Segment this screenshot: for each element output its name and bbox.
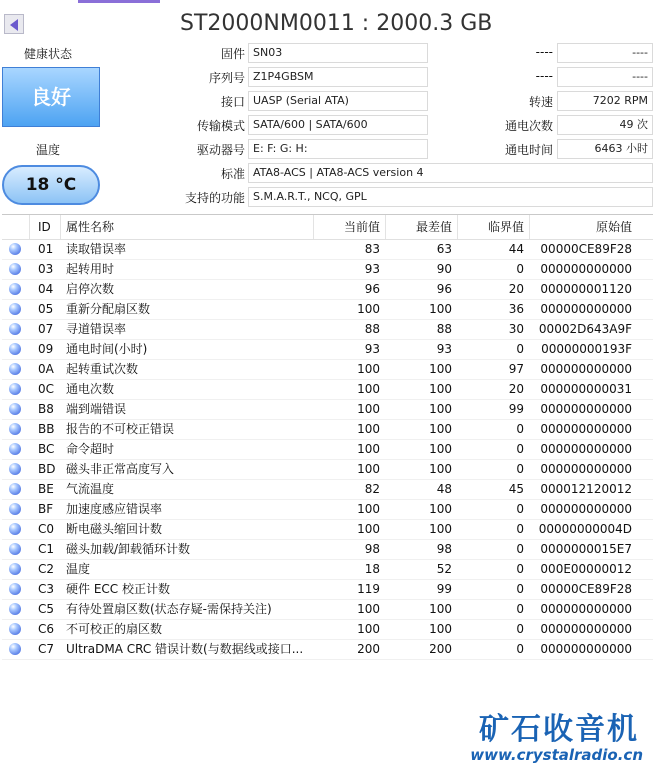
cell-id: BD xyxy=(38,462,56,476)
column-header-name[interactable]: 属性名称 xyxy=(66,220,115,234)
cell-threshold: 0 xyxy=(516,522,524,536)
cell-attribute-name: 启停次数 xyxy=(66,282,115,296)
cell-attribute-name: 报告的不可校正错误 xyxy=(66,422,175,436)
cell-current: 100 xyxy=(357,362,380,376)
cell-threshold: 0 xyxy=(516,462,524,476)
cell-attribute-name: 端到端错误 xyxy=(66,402,127,416)
cell-worst: 100 xyxy=(429,302,452,316)
unknown-label-2: ---- xyxy=(535,69,553,83)
cell-worst: 100 xyxy=(429,382,452,396)
cell-raw: 000000000000 xyxy=(540,442,632,456)
cell-current: 100 xyxy=(357,382,380,396)
cell-current: 100 xyxy=(357,302,380,316)
status-dot-icon xyxy=(9,603,21,615)
unknown-value-2: ---- xyxy=(557,67,653,87)
cell-current: 82 xyxy=(364,482,380,496)
cell-id: C7 xyxy=(38,642,55,656)
cell-current: 100 xyxy=(357,422,380,436)
status-dot-icon xyxy=(9,623,21,635)
cell-attribute-name: 硬件 ECC 校正计数 xyxy=(66,582,170,596)
cell-worst: 63 xyxy=(436,242,452,256)
cell-worst: 99 xyxy=(436,582,452,596)
cell-raw: 000000000000 xyxy=(540,462,632,476)
cell-current: 200 xyxy=(357,642,380,656)
cell-worst: 48 xyxy=(436,482,452,496)
cell-id: 0C xyxy=(38,382,55,396)
cell-worst: 100 xyxy=(429,602,452,616)
table-row[interactable] xyxy=(2,600,653,620)
cell-id: BB xyxy=(38,422,55,436)
cell-raw: 000000000000 xyxy=(540,642,632,656)
cell-current: 83 xyxy=(364,242,380,256)
cell-attribute-name: UltraDMA CRC 错误计数(与数据线或接口... xyxy=(66,642,304,656)
cell-raw: 000000001120 xyxy=(540,282,632,296)
table-row[interactable] xyxy=(2,520,653,540)
column-header-id[interactable]: ID xyxy=(38,220,51,234)
table-body xyxy=(2,240,653,660)
status-dot-icon xyxy=(9,583,21,595)
power-on-hours-label: 通电时间 xyxy=(504,143,553,157)
status-dot-icon xyxy=(9,543,21,555)
cell-attribute-name: 起转重试次数 xyxy=(66,362,139,376)
cell-raw: 000000000000 xyxy=(540,622,632,636)
cell-threshold: 0 xyxy=(516,602,524,616)
cell-worst: 100 xyxy=(429,402,452,416)
cell-current: 88 xyxy=(364,322,380,336)
cell-id: 05 xyxy=(38,302,54,316)
drive-letter-value: E: F: G: H: xyxy=(248,139,428,159)
temperature-label: 温度 xyxy=(36,143,61,157)
cell-raw: 000012120012 xyxy=(540,482,632,496)
power-on-count-value: 49 次 xyxy=(557,115,653,135)
active-tab-indicator xyxy=(78,0,160,3)
cell-id: C3 xyxy=(38,582,55,596)
watermark-site-name: 矿石收音机 xyxy=(479,712,639,747)
cell-id: 07 xyxy=(38,322,54,336)
drive-letter-label: 驱动器号 xyxy=(196,143,245,157)
cell-id: 04 xyxy=(38,282,54,296)
cell-attribute-name: 命令超时 xyxy=(66,442,115,456)
unknown-value-1: ---- xyxy=(557,43,653,63)
status-dot-icon xyxy=(9,383,21,395)
cell-attribute-name: 磁头加载/卸载循环计数 xyxy=(66,542,191,556)
cell-worst: 90 xyxy=(436,262,452,276)
unknown-label-1: ---- xyxy=(535,45,553,59)
cell-threshold: 45 xyxy=(508,482,524,496)
cell-id: 01 xyxy=(38,242,54,256)
cell-id: BF xyxy=(38,502,54,516)
column-header-worst[interactable]: 最差值 xyxy=(415,220,452,234)
table-row[interactable] xyxy=(2,620,653,640)
serial-value: Z1P4GBSM xyxy=(248,67,428,87)
features-label: 支持的功能 xyxy=(184,191,245,205)
cell-raw: 00000CE89F28 xyxy=(540,242,632,256)
cell-attribute-name: 起转用时 xyxy=(66,262,115,276)
cell-id: C2 xyxy=(38,562,55,576)
cell-worst: 98 xyxy=(436,542,452,556)
cell-attribute-name: 加速度感应错误率 xyxy=(66,502,163,516)
cell-raw: 000000000000 xyxy=(540,362,632,376)
cell-id: C1 xyxy=(38,542,55,556)
disk-title: ST2000NM0011 : 2000.3 GB xyxy=(180,11,493,36)
cell-attribute-name: 通电次数 xyxy=(66,382,115,396)
cell-current: 100 xyxy=(357,442,380,456)
cell-raw: 000000000000 xyxy=(540,602,632,616)
status-dot-icon xyxy=(9,323,21,335)
cell-threshold: 36 xyxy=(508,302,524,316)
table-row[interactable] xyxy=(2,500,653,520)
standard-label: 标准 xyxy=(220,167,245,181)
cell-raw: 00000000193F xyxy=(541,342,632,356)
cell-attribute-name: 寻道错误率 xyxy=(66,322,127,336)
table-row[interactable] xyxy=(2,580,653,600)
firmware-label: 固件 xyxy=(220,47,245,61)
cell-id: C6 xyxy=(38,622,55,636)
standard-value: ATA8-ACS | ATA8-ACS version 4 xyxy=(248,163,653,183)
table-row[interactable] xyxy=(2,420,653,440)
cell-current: 100 xyxy=(357,502,380,516)
status-dot-icon xyxy=(9,503,21,515)
smart-attributes-table xyxy=(2,214,653,660)
cell-attribute-name: 重新分配扇区数 xyxy=(66,302,151,316)
status-dot-icon xyxy=(9,643,21,655)
status-dot-icon xyxy=(9,243,21,255)
cell-threshold: 0 xyxy=(516,542,524,556)
cell-current: 93 xyxy=(364,262,380,276)
table-row[interactable] xyxy=(2,540,653,560)
cell-raw: 000000000000 xyxy=(540,302,632,316)
cell-worst: 93 xyxy=(436,342,452,356)
temperature-badge[interactable]: 18 °C xyxy=(2,165,100,205)
status-dot-icon xyxy=(9,423,21,435)
cell-threshold: 20 xyxy=(508,282,524,296)
cell-current: 98 xyxy=(364,542,380,556)
table-row[interactable] xyxy=(2,280,653,300)
cell-attribute-name: 温度 xyxy=(66,562,91,576)
table-header-row xyxy=(2,215,653,240)
cell-raw: 000000000000 xyxy=(540,262,632,276)
cell-attribute-name: 通电时间(小时) xyxy=(66,342,148,356)
table-row[interactable] xyxy=(2,460,653,480)
cell-current: 100 xyxy=(357,522,380,536)
cell-current: 119 xyxy=(357,582,380,596)
cell-raw: 00002D643A9F xyxy=(538,322,632,336)
cell-raw: 000E00000012 xyxy=(540,562,632,576)
features-value: S.M.A.R.T., NCQ, GPL xyxy=(248,187,653,207)
firmware-value: SN03 xyxy=(248,43,428,63)
cell-worst: 100 xyxy=(429,462,452,476)
cell-threshold: 0 xyxy=(516,342,524,356)
cell-worst: 100 xyxy=(429,442,452,456)
cell-threshold: 44 xyxy=(508,242,524,256)
status-dot-icon xyxy=(9,563,21,575)
transfer-mode-value: SATA/600 | SATA/600 xyxy=(248,115,428,135)
cell-id: BE xyxy=(38,482,54,496)
cell-id: C0 xyxy=(38,522,55,536)
cell-attribute-name: 读取错误率 xyxy=(66,242,127,256)
table-row[interactable] xyxy=(2,380,653,400)
cell-threshold: 0 xyxy=(516,442,524,456)
column-header-current[interactable]: 当前值 xyxy=(343,220,380,234)
cell-current: 93 xyxy=(364,342,380,356)
cell-id: 09 xyxy=(38,342,54,356)
cell-worst: 88 xyxy=(436,322,452,336)
table-row[interactable] xyxy=(2,400,653,420)
cell-attribute-name: 磁头非正常高度写入 xyxy=(66,462,175,476)
cell-threshold: 0 xyxy=(516,502,524,516)
watermark-url: www.crystalradio.cn xyxy=(470,746,643,764)
cell-current: 100 xyxy=(357,622,380,636)
cell-threshold: 0 xyxy=(516,622,524,636)
cell-id: 03 xyxy=(38,262,54,276)
cell-threshold: 0 xyxy=(516,422,524,436)
rotation-rate-label: 转速 xyxy=(528,95,553,109)
cell-worst: 100 xyxy=(429,362,452,376)
table-row[interactable] xyxy=(2,320,653,340)
cell-raw: 000000000000 xyxy=(540,502,632,516)
status-dot-icon xyxy=(9,263,21,275)
cell-raw: 000000000000 xyxy=(540,402,632,416)
status-dot-icon xyxy=(9,443,21,455)
status-dot-icon xyxy=(9,403,21,415)
cell-threshold: 99 xyxy=(508,402,524,416)
rotation-rate-value: 7202 RPM xyxy=(557,91,653,111)
power-on-hours-value: 6463 小时 xyxy=(557,139,653,159)
cell-threshold: 30 xyxy=(508,322,524,336)
cell-current: 100 xyxy=(357,402,380,416)
cell-worst: 100 xyxy=(429,522,452,536)
cell-attribute-name: 不可校正的扇区数 xyxy=(66,622,163,636)
status-dot-icon xyxy=(9,523,21,535)
cell-id: B8 xyxy=(38,402,54,416)
cell-raw: 000000000000 xyxy=(540,422,632,436)
table-row[interactable] xyxy=(2,260,653,280)
cell-threshold: 0 xyxy=(516,562,524,576)
column-header-raw[interactable]: 原始值 xyxy=(595,220,632,234)
cell-attribute-name: 气流温度 xyxy=(66,482,115,496)
interface-value: UASP (Serial ATA) xyxy=(248,91,428,111)
cell-id: C5 xyxy=(38,602,55,616)
cell-threshold: 97 xyxy=(508,362,524,376)
cell-attribute-name: 有待处置扇区数(状态存疑-需保持关注) xyxy=(66,602,272,616)
health-status-badge[interactable]: 良好 xyxy=(2,67,100,127)
cell-raw: 0000000015E7 xyxy=(540,542,632,556)
table-row[interactable] xyxy=(2,640,653,660)
cell-raw: 00000000004D xyxy=(538,522,632,536)
previous-disk-button[interactable] xyxy=(4,14,24,34)
cell-worst: 100 xyxy=(429,422,452,436)
cell-raw: 00000CE89F28 xyxy=(540,582,632,596)
status-dot-icon xyxy=(9,303,21,315)
status-dot-icon xyxy=(9,283,21,295)
cell-worst: 100 xyxy=(429,502,452,516)
power-on-count-label: 通电次数 xyxy=(504,119,553,133)
status-dot-icon xyxy=(9,363,21,375)
cell-threshold: 20 xyxy=(508,382,524,396)
table-row[interactable] xyxy=(2,480,653,500)
cell-raw: 000000000031 xyxy=(540,382,632,396)
cell-worst: 200 xyxy=(429,642,452,656)
table-row[interactable] xyxy=(2,560,653,580)
health-status-label: 健康状态 xyxy=(24,47,73,61)
cell-id: BC xyxy=(38,442,55,456)
cell-current: 18 xyxy=(364,562,380,576)
status-dot-icon xyxy=(9,343,21,355)
interface-label: 接口 xyxy=(220,95,245,109)
table-row[interactable] xyxy=(2,440,653,460)
cell-threshold: 0 xyxy=(516,582,524,596)
cell-threshold: 0 xyxy=(516,262,524,276)
transfer-mode-label: 传输模式 xyxy=(196,119,245,133)
serial-label: 序列号 xyxy=(208,71,245,85)
status-dot-icon xyxy=(9,463,21,475)
cell-attribute-name: 断电磁头缩回计数 xyxy=(66,522,163,536)
column-header-threshold[interactable]: 临界值 xyxy=(487,220,524,234)
table-row[interactable] xyxy=(2,300,653,320)
cell-worst: 96 xyxy=(436,282,452,296)
table-row[interactable] xyxy=(2,240,653,260)
cell-worst: 100 xyxy=(429,622,452,636)
cell-threshold: 0 xyxy=(516,642,524,656)
cell-id: 0A xyxy=(38,362,54,376)
table-row[interactable] xyxy=(2,340,653,360)
status-dot-icon xyxy=(9,483,21,495)
cell-current: 100 xyxy=(357,462,380,476)
table-row[interactable] xyxy=(2,360,653,380)
cell-current: 96 xyxy=(364,282,380,296)
cell-worst: 52 xyxy=(436,562,452,576)
cell-current: 100 xyxy=(357,602,380,616)
